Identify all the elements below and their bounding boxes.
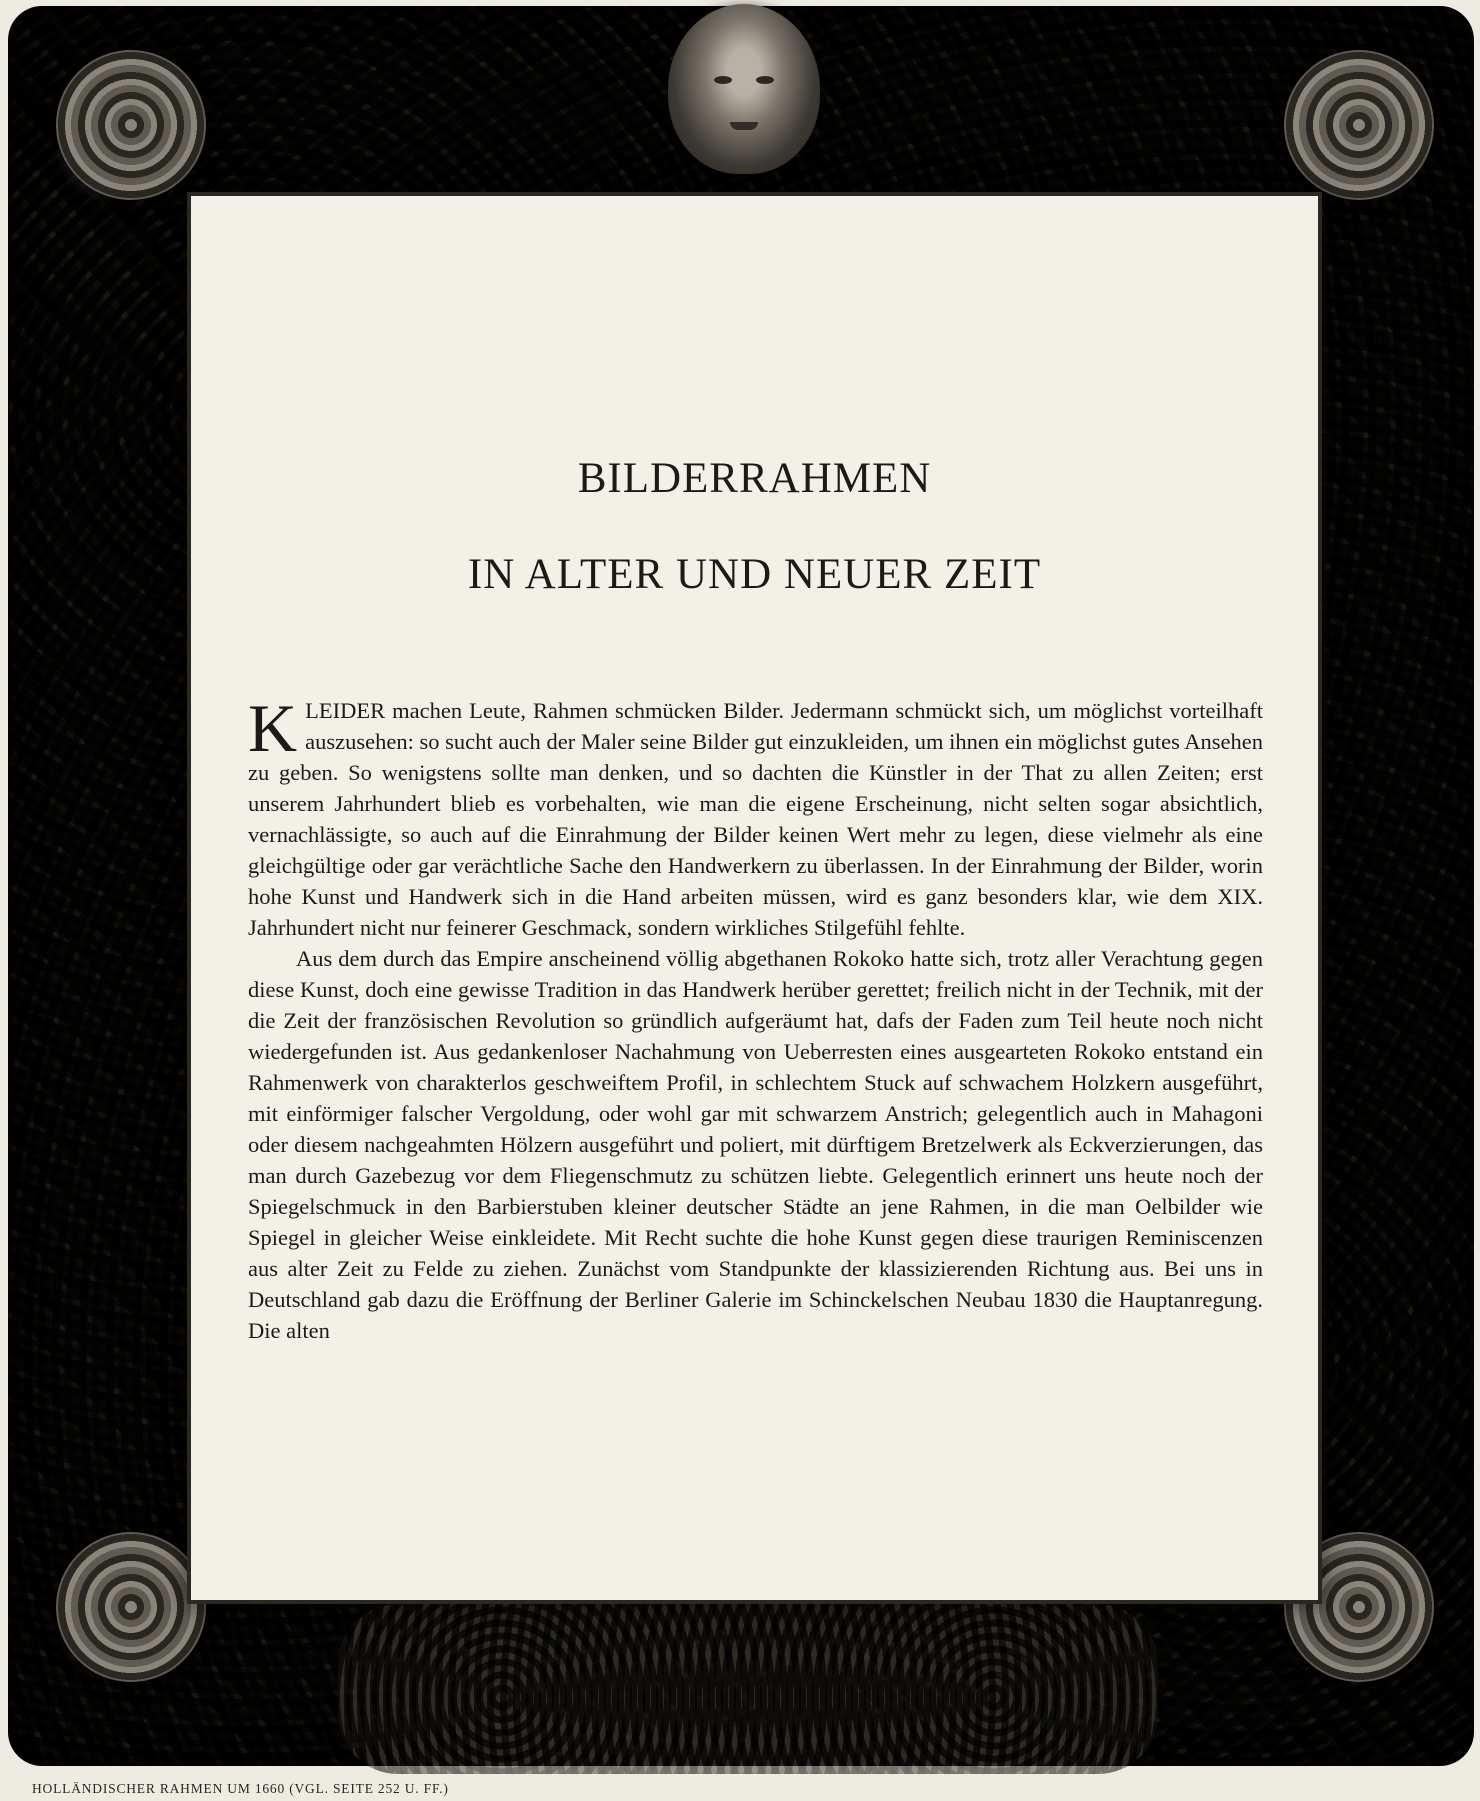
paragraph: Aus dem durch das Empire anscheinend völlig abgethanen Rokoko hatte sich, trotz aller Verachtung gegen diese Kunst, doch eine gewisse Tradition in das Handwerk herüber gerettet; freilich nicht in der Technik, mit der die Zeit der französischen Revolution so gründlich aufgeräumt hat, dafs der Faden zum Teil heute noch nicht wiedergefunden ist. Aus gedankenloser Nachahmung von Ueberresten eines ausgearteten Rokoko entstand ein Rahmenwerk von charakterlos geschweiftem Profil, in schlechtem Stuck auf schwachem Holzkern ausgeführt, mit einförmiger falscher Vergoldung, oder wohl gar mit schwarzem Anstrich; gelegentlich auch in Mahagoni oder diesem nachgeahmten Hölzern ausgeführt und poliert, mit dürftigem Bretzelwerk als Eckverzierungen, das man durch Gazebezug vor dem Fliegenschmutz zu schützen liebte. Gelegentlich erinnert uns heute noch der Spiegelschmuck in den Barbierstuben kleiner deutscher Städte an jene Rahmen, in die man Oelbilder wie Spiegel in gleicher Weise einkleidete. Mit Recht suchte die hohe Kunst gegen diese traurigen Reminiscenzen aus alter Zeit zu Felde zu ziehen. Zunächst vom Standpunkte der klassizierenden Richtung aus. Bei uns in Deutschland gab dazu die Eröffnung der Berliner Galerie im Schinckelschen Neubau 1830 die Hauptanregung. Die alten — [248, 946, 1263, 1343]
page-subtitle: IN ALTER UND NEUER ZEIT — [467, 551, 1042, 598]
paragraph — [248, 690, 1263, 943]
frame-corner-scroll — [56, 1532, 206, 1682]
article-body — [248, 690, 1263, 1346]
page-title: BILDERRAHMEN — [577, 455, 932, 502]
cherub-eye — [714, 76, 732, 84]
frame-corner-scroll — [56, 50, 206, 200]
text-panel — [191, 196, 1318, 1600]
paragraph-text: LEIDER machen Leute, Rahmen schmücken Bilder. Jedermann schmückt sich, um möglichst vorteilhaft auszusehen: so sucht auch der Maler seine Bilder gut einzukleiden, um ihnen ein möglichst gutes Ansehen zu geben. So wenigstens sollte man denken, und so dachten die Künstler in der That zu allen Zeiten; erst unserem Jahrhundert blieb es vorbehalten, wie man die eigene Erscheinung, nicht selten sogar absichtlich, vernachlässigte, so auch auf die Einrahmung der Bilder keinen Wert mehr zu legen, diese vielmehr als eine gleichgültige oder gar verächtliche Sache den Handwerkern zu überlassen. In der Einrahmung der Bilder, worin hohe Kunst und Handwerk sich in die Hand arbeiten müssen, wird es ganz besonders klar, wie dem XIX. Jahrhundert nicht nur feinerer Geschmack, sondern wirkliches Stilgefühl fehlte. — [248, 698, 1263, 940]
cherub-mouth — [730, 122, 758, 130]
figure-caption: HOLLÄNDISCHER RAHMEN UM 1660 (VGL. SEITE 252 U. FF.) — [32, 1781, 449, 1796]
cherub-eye — [756, 76, 774, 84]
drop-cap: K — [248, 690, 298, 766]
frame-bottom-garland — [338, 1604, 1158, 1774]
frame-corner-scroll — [1284, 50, 1434, 200]
cherub-ornament — [668, 4, 820, 174]
